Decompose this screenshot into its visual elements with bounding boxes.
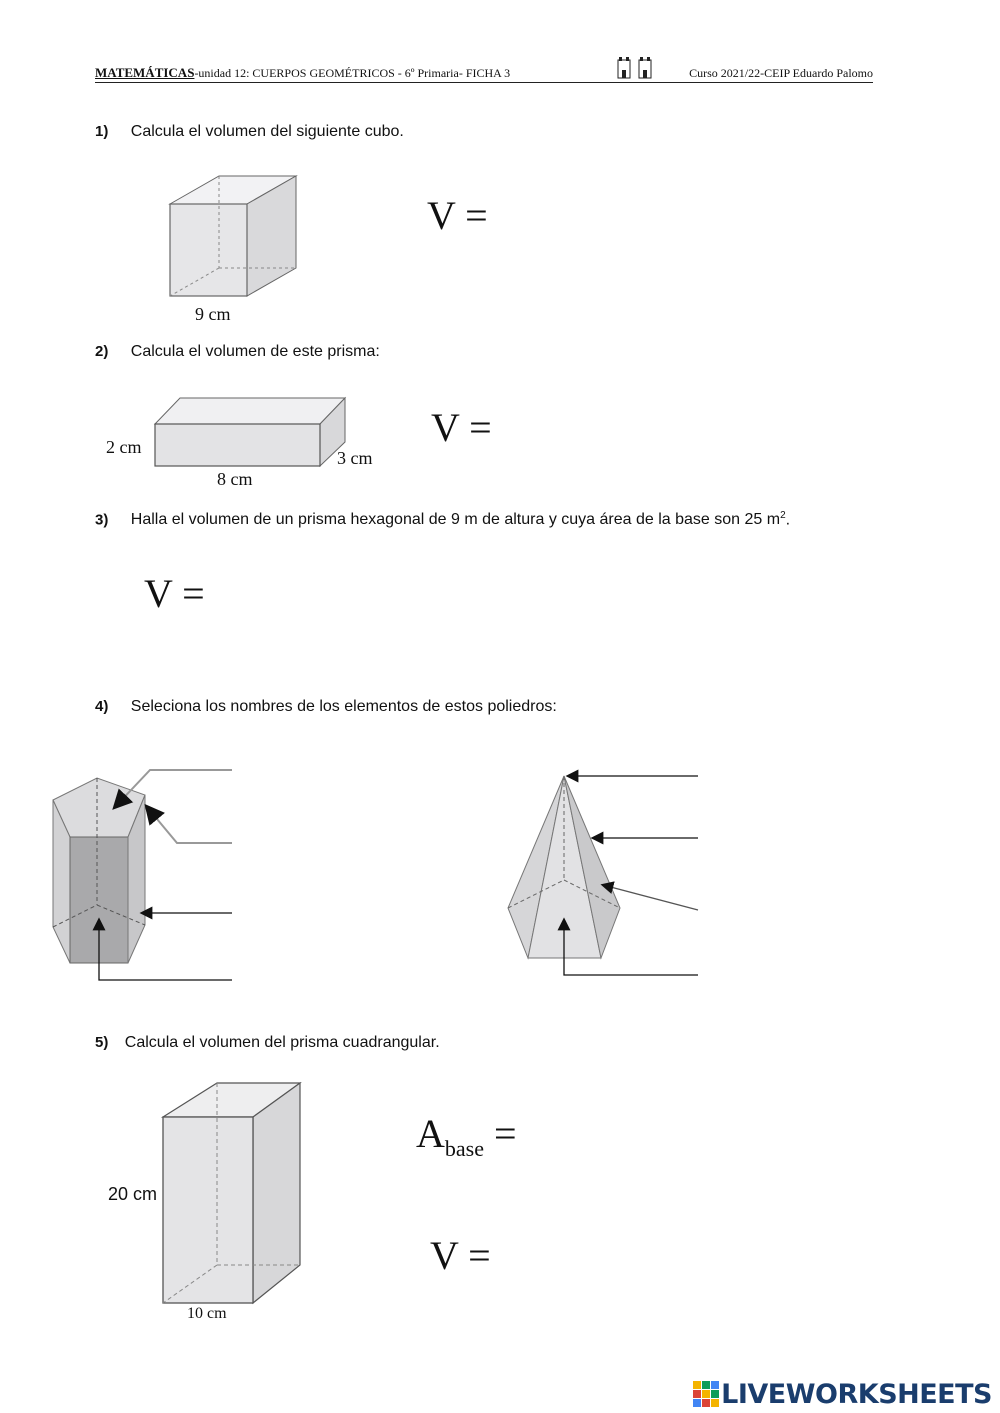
- question-2: [95, 343, 380, 361]
- answer-label-q2: V =: [431, 405, 492, 450]
- question-end: .: [785, 511, 791, 529]
- header-unit: -unidad 12: CUERPOS GEOMÉTRICOS - 6º Primaria- FICHA 3: [194, 66, 511, 80]
- question-number: 1): [95, 123, 109, 140]
- answer-label-q1: V =: [427, 193, 488, 238]
- question-text: Calcula el volumen del siguiente cubo.: [130, 123, 404, 140]
- question-text: Calcula el volumen del prisma cuadrangular.: [124, 1034, 440, 1051]
- pentagonal-prism-figure: [40, 755, 250, 990]
- question-number: 5): [95, 1034, 109, 1051]
- question-3: [95, 510, 790, 529]
- liveworksheets-logo-icon: [693, 1381, 719, 1407]
- question-text: Halla el volumen de un prisma hexagonal de 9 m de altura y cuya área de la base son 25 m: [130, 511, 781, 529]
- answer-label-q3: V =: [144, 571, 205, 616]
- area-equals: =: [483, 1111, 517, 1156]
- cube-edge-label: 9 cm: [195, 304, 231, 324]
- prism-height-label: 2 cm: [106, 437, 142, 457]
- prism-depth-label: 3 cm: [337, 448, 373, 468]
- question-number: 2): [95, 343, 109, 360]
- pyramid-figure: [498, 760, 703, 985]
- question-text: Calcula el volumen de este prisma:: [130, 343, 380, 360]
- prism-length-label: 8 cm: [217, 469, 253, 489]
- square-prism-figure: [155, 1075, 310, 1315]
- superscript-2: 2: [780, 510, 786, 521]
- question-5: [95, 1034, 440, 1052]
- area-subscript: base: [444, 1136, 484, 1161]
- liveworksheets-logo: [693, 1376, 992, 1412]
- rectangular-prism-figure: [150, 394, 350, 474]
- question-text: Seleciona los nombres de los elementos de estos poliedros:: [130, 698, 557, 715]
- page-header: [95, 64, 873, 83]
- answer-label-q5: V =: [430, 1233, 491, 1278]
- area-base-formula: [416, 1110, 517, 1162]
- prism5-base-label: 10 cm: [187, 1305, 227, 1322]
- question-4: [95, 698, 557, 716]
- cube-figure: [160, 168, 310, 308]
- question-number: 3): [95, 511, 109, 529]
- school-logo-icon: [617, 56, 653, 85]
- brand-name: LIVEWORKSHEETS: [721, 1378, 992, 1410]
- prism5-height-label: 20 cm: [108, 1184, 158, 1204]
- header-course: Curso 2021/22-CEIP Eduardo Palomo: [689, 66, 873, 80]
- header-subject: MATEMÁTICAS: [95, 65, 195, 80]
- area-label: A: [416, 1111, 445, 1156]
- question-1: [95, 123, 404, 141]
- question-number: 4): [95, 698, 109, 715]
